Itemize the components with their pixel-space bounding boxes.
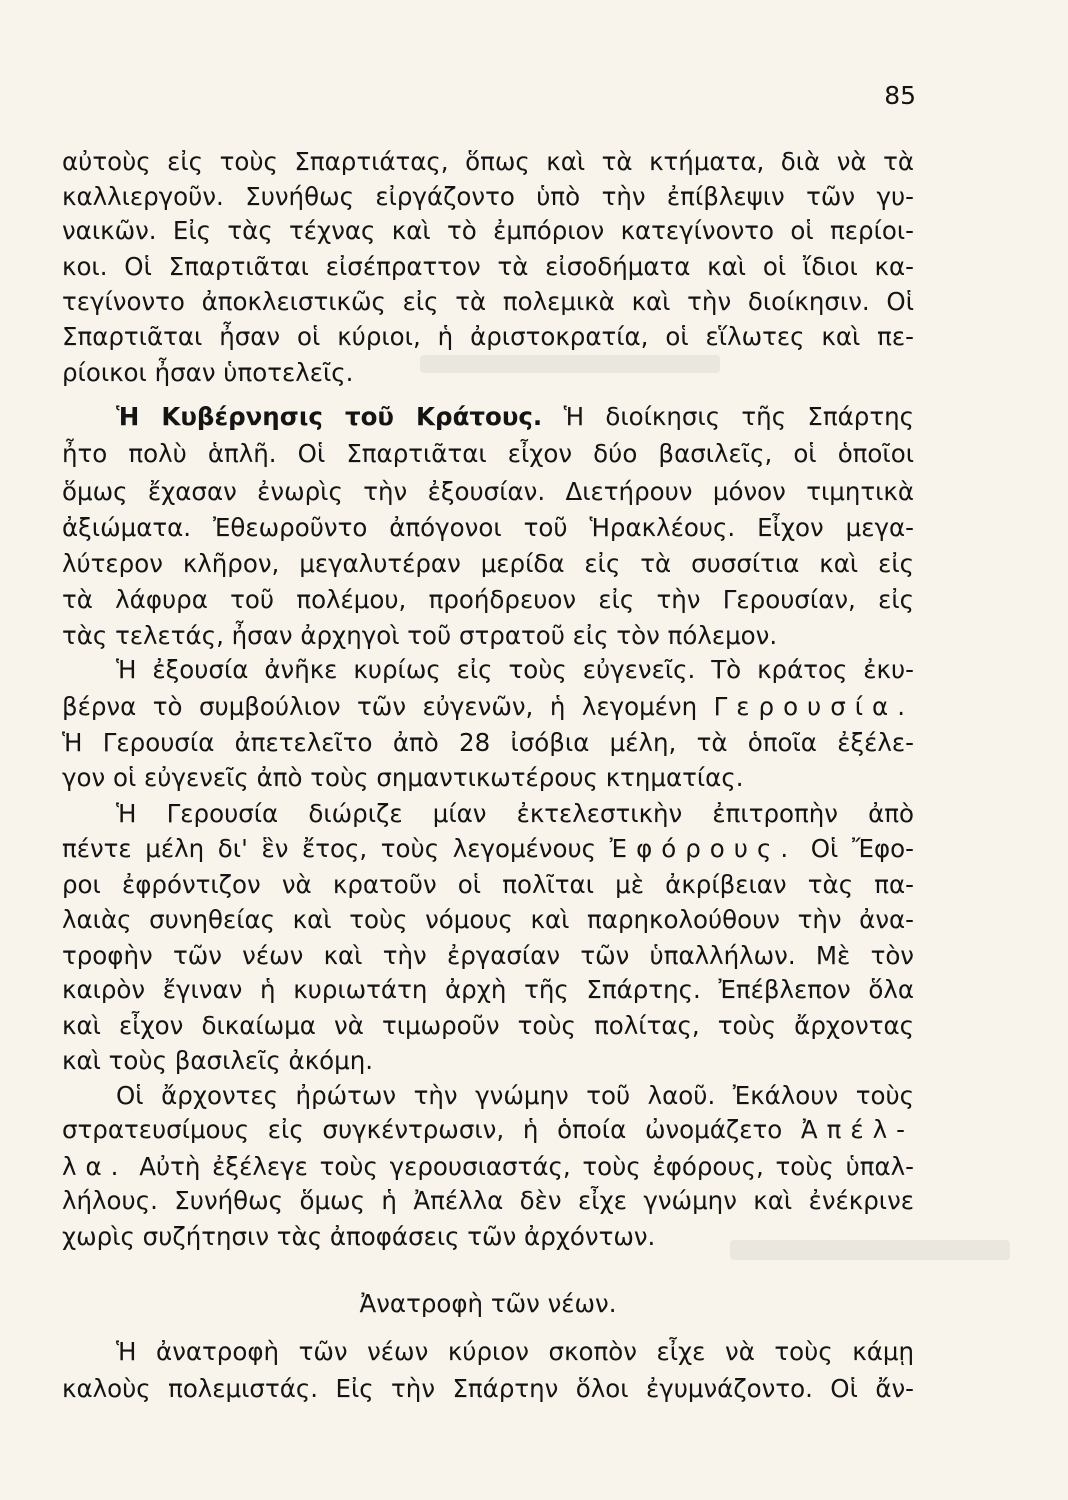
text-line — [62, 832, 914, 866]
text-line: ναικῶν. Εἰς τὰς τέχνας καὶ τὸ ἐμπόριον κατεγίνοντο οἱ περίοι- — [62, 216, 914, 245]
text-line: Οἱ ἄρχοντες ἠρώτων τὴν γνώμην τοῦ λαοῦ. Ἐκάλουν τοὺς — [116, 1081, 914, 1110]
text-line: Ἡ Γερουσία ἀπετελεῖτο ἀπὸ 28 ἰσόβια μέλη, τὰ ὁποῖα ἐξέλε- — [62, 728, 914, 757]
section-heading: Ἡ Κυβέρνησις τοῦ Κράτους. — [116, 402, 543, 431]
text-fragment: πέντε μέλη δι' ἓν ἔτος, τοὺς λεγομένους — [62, 834, 610, 863]
text-line: ἀξιώματα. Ἐθεωροῦντο ἀπόγονοι τοῦ Ἡρακλέους. Εἶχον μεγα- — [62, 513, 914, 542]
text-line: Ἡ ἐξουσία ἀνῆκε κυρίως εἰς τοὺς εὐγενεῖς. Τὸ κράτος ἐκυ- — [116, 655, 914, 684]
text-line: καὶ εἶχον δικαίωμα νὰ τιμωροῦν τοὺς πολίτας, τοὺς ἄρχοντας — [62, 1011, 914, 1040]
text-fragment: στρατευσίμους εἰς συγκέντρωσιν, ἡ ὁποία ὠνομάζετο — [62, 1115, 801, 1144]
text-line: τὰ λάφυρα τοῦ πολέμου, προήδρευον εἰς τὴν Γερουσίαν, εἰς — [62, 585, 914, 614]
text-fragment: Αὐτὴ ἐξέλεγε τοὺς γερουσιαστάς, τοὺς ἐφόρους, τοὺς ὑπαλ- — [127, 1152, 914, 1181]
spaced-term: λα. — [62, 1152, 128, 1181]
text-line: λύτερον κλῆρον, μεγαλυτέραν μερίδα εἰς τὰ συσσίτια καὶ εἰς — [62, 549, 914, 578]
text-line: τεγίνοντο ἀποκλειστικῶς εἰς τὰ πολεμικὰ καὶ τὴν διοίκησιν. Οἱ — [62, 287, 914, 316]
text-line — [62, 690, 914, 724]
text-line: ὅμως ἔχασαν ἐνωρὶς τὴν ἐξουσίαν. Διετήρουν μόνον τιμητικὰ — [62, 477, 914, 506]
text-line: λαιὰς συνηθείας καὶ τοὺς νόμους καὶ παρηκολούθουν τὴν ἀνα- — [62, 905, 914, 934]
text-line: γον οἱ εὐγενεῖς ἀπὸ τοὺς σημαντικωτέρους κτηματίας. — [62, 763, 744, 792]
text-line: λήλους. Συνήθως ὅμως ἡ Ἀπέλλα δὲν εἶχε γνώμην καὶ ἐνέκρινε — [62, 1186, 914, 1215]
text-line: καιρὸν ἔγιναν ἡ κυριωτάτη ἀρχὴ τῆς Σπάρτης. Ἐπέβλεπον ὅλα — [62, 975, 914, 1004]
text-line: χωρὶς συζήτησιν τὰς ἀποφάσεις τῶν ἀρχόντων. — [62, 1222, 656, 1251]
section-first-line — [116, 400, 914, 434]
text-line: καὶ τοὺς βασιλεῖς ἀκόμη. — [62, 1046, 374, 1075]
text-line: ροι ἐφρόντιζον νὰ κρατοῦν οἱ πολῖται μὲ ἀκρίβειαν τὰς πα- — [62, 870, 914, 899]
page-number: 85 — [884, 81, 916, 110]
text-line: κοι. Οἱ Σπαρτιᾶται εἰσέπραττον τὰ εἰσοδήματα καὶ οἱ ἴδιοι κα- — [62, 252, 914, 281]
text-line: Σπαρτιᾶται ἦσαν οἱ κύριοι, ἡ ἀριστοκρατία, οἱ εἵλωτες καὶ πε- — [62, 322, 914, 351]
section-text: Ἡ διοίκησις τῆς Σπάρτης — [542, 402, 915, 431]
text-line: Ἡ Γερουσία διώριζε μίαν ἐκτελεστικὴν ἐπιτροπὴν ἀπὸ — [116, 799, 914, 828]
text-line: καλλιεργοῦν. Συνήθως εἰργάζοντο ὑπὸ τὴν ἐπίβλεψιν τῶν γυ- — [62, 182, 914, 211]
text-line: ρίοικοι ἦσαν ὑποτελεῖς. — [62, 358, 354, 387]
text-line: τροφὴν τῶν νέων καὶ τὴν ἐργασίαν τῶν ὑπαλλήλων. Μὲ τὸν — [62, 941, 914, 970]
text-line — [62, 1150, 914, 1184]
text-line: καλοὺς πολεμιστάς. Εἰς τὴν Σπάρτην ὅλοι ἐγυμνάζοντο. Οἱ ἄν- — [62, 1374, 914, 1403]
text-line: τὰς τελετάς, ἦσαν ἀρχηγοὶ τοῦ στρατοῦ εἰς τὸν πόλεμον. — [62, 621, 778, 650]
text-line: ἦτο πολὺ ἁπλῆ. Οἱ Σπαρτιᾶται εἶχον δύο βασιλεῖς, οἱ ὁποῖοι — [62, 439, 914, 468]
spaced-term: Ἀπέλ- — [800, 1115, 914, 1144]
text-fragment: βέρνα τὸ συμβούλιον τῶν εὐγενῶν, ἡ λεγομένη — [62, 692, 714, 721]
spaced-term: Γερουσία. — [713, 692, 914, 721]
text-fragment: Οἱ Ἔφο- — [797, 834, 914, 863]
text-line: αὐτοὺς εἰς τοὺς Σπαρτιάτας, ὅπως καὶ τὰ κτήματα, διὰ νὰ τὰ — [62, 147, 914, 176]
spaced-term: Ἐφόρους. — [609, 834, 798, 863]
subsection-title: Ἀνατροφὴ τῶν νέων. — [359, 1289, 617, 1318]
text-line: Ἡ ἀνατροφὴ τῶν νέων κύριον σκοπὸν εἶχε νὰ τοὺς κάμῃ — [116, 1337, 914, 1366]
text-line — [62, 1113, 914, 1147]
